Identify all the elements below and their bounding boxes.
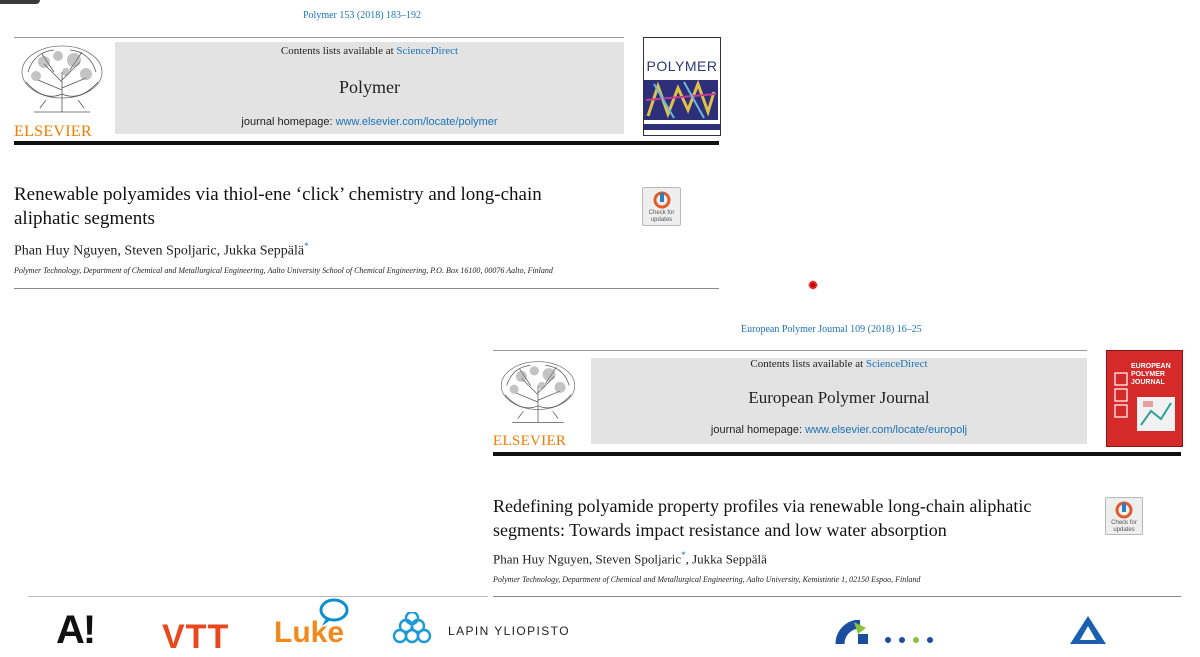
paper1-contents-line: [115, 45, 624, 57]
cover-artwork-icon: [644, 80, 718, 120]
paper1-header-top-rule: [14, 37, 624, 38]
paper1-title: [14, 183, 634, 231]
paper2-homepage-line: [591, 424, 1087, 436]
paper2-title-line2: segments: Towards impact resistance and low water absorption: [493, 520, 947, 540]
paper1-homepage-line: [115, 116, 624, 128]
paper2-homepage-link[interactable]: www.elsevier.com/locate/europolj: [805, 424, 968, 436]
paper1-authors-text: Phan Huy Nguyen, Steven Spoljaric, Jukka Seppälä: [14, 243, 305, 259]
elsevier-tree-icon: [493, 358, 583, 426]
paper1-title-line2: aliphatic segments: [14, 208, 155, 229]
paper1-sciencedirect-link[interactable]: ScienceDirect: [396, 45, 459, 57]
window-corner-tab: [0, 0, 40, 4]
paper2-journal-cover: [1106, 350, 1183, 447]
paper2-affiliation-rule: [493, 596, 1181, 597]
paper2-authors-text2: , Jukka Seppälä: [685, 551, 767, 567]
paper1-journal-name: Polymer: [339, 77, 400, 97]
vtt-logo: VTT: [162, 618, 230, 656]
snowflake-icon: [392, 612, 438, 644]
luke-logo: [274, 598, 364, 649]
paper1-homepage-prefix: journal homepage:: [241, 116, 333, 128]
aalto-logo: A!: [56, 608, 95, 652]
paper1-homepage-link[interactable]: www.elsevier.com/locate/polymer: [335, 116, 498, 128]
paper2-publisher-name: ELSEVIER: [493, 433, 567, 449]
luke-logo-text: Luke: [274, 616, 345, 649]
paper2-cover-title3: JOURNAL: [1131, 379, 1165, 386]
paper2-check-updates-text2: updates: [1113, 527, 1135, 533]
paper1-check-for-updates-button[interactable]: [642, 187, 681, 226]
paper2-affiliation: Polymer Technology, Department of Chemical and Metallurgical Engineering, Aalto University, Kemistintie 1, 02150 Espoo, Finland: [493, 575, 921, 584]
paper1-contents-prefix: Contents lists available at: [280, 45, 394, 57]
paper2-contents-line: [591, 358, 1087, 370]
paper2-header-top-rule: [493, 350, 1087, 351]
paper1-affiliation-rule: [14, 288, 719, 289]
paper2-homepage-prefix: journal homepage:: [710, 424, 803, 436]
cursor-pointer-dot: [808, 280, 818, 290]
paper1-journal-cover: [643, 37, 721, 136]
logo-strip-divider-left: [28, 596, 488, 597]
paper1-check-updates-text1: Check for: [648, 210, 675, 216]
paper1-citation[interactable]: Polymer 153 (2018) 183–192: [303, 10, 422, 21]
paper1-authors: [14, 241, 309, 260]
paper1-publisher-name: ELSEVIER: [14, 123, 92, 140]
lapin-logo-text: LAPIN YLIOPISTO: [448, 624, 570, 638]
partner-logo-triangle-icon: [1066, 614, 1110, 644]
paper2-elsevier-logo: [493, 358, 583, 449]
paper2-corresponding-author-mark[interactable]: *: [681, 550, 686, 560]
paper2-journal-header: [591, 358, 1087, 444]
paper1-corresponding-author-mark[interactable]: *: [304, 241, 309, 251]
paper2-check-for-updates-button[interactable]: [1105, 497, 1143, 535]
paper2-authors-text1: Phan Huy Nguyen, Steven Spoljaric: [493, 551, 682, 567]
paper1-journal-header: [115, 42, 624, 134]
epj-cover-artwork-icon: [1107, 351, 1182, 446]
partner-logo-circle-icon: [818, 620, 958, 644]
paper2-sciencedirect-link[interactable]: ScienceDirect: [865, 358, 928, 370]
paper2-authors: [493, 550, 767, 567]
check-updates-icon: [1114, 501, 1134, 519]
paper1-header-bottom-rule: [14, 141, 719, 145]
paper1-check-updates-text2: updates: [650, 217, 673, 223]
paper2-title-line1: Redefining polyamide property profiles via renewable long-chain aliphatic: [493, 496, 1032, 516]
paper2-journal-name: European Polymer Journal: [748, 388, 930, 407]
paper1-elsevier-logo: [14, 42, 110, 140]
lapin-logo: [392, 612, 572, 644]
paper1-title-line1: Renewable polyamides via thiol-ene ‘click’ chemistry and long-chain: [14, 184, 542, 205]
paper1-affiliation: Polymer Technology, Department of Chemical and Metallurgical Engineering, Aalto University School of Chemical Engineering, P.O. Box 16100, 00076 Aalto, Finland: [14, 266, 553, 275]
elsevier-tree-icon: [14, 42, 110, 116]
paper2-cover-title1: EUROPEAN: [1131, 363, 1171, 370]
paper2-check-updates-text1: Check for: [1111, 520, 1137, 526]
paper2-header-bottom-rule: [493, 452, 1181, 456]
paper2-title: [493, 494, 1113, 542]
paper1-cover-footer: [644, 124, 720, 130]
paper2-citation[interactable]: European Polymer Journal 109 (2018) 16–25: [741, 324, 922, 335]
paper2-cover-title2: POLYMER: [1131, 371, 1165, 378]
paper2-contents-prefix: Contents lists available at: [750, 358, 864, 370]
paper1-cover-title: POLYMER: [646, 58, 718, 74]
check-updates-icon: [652, 191, 672, 209]
